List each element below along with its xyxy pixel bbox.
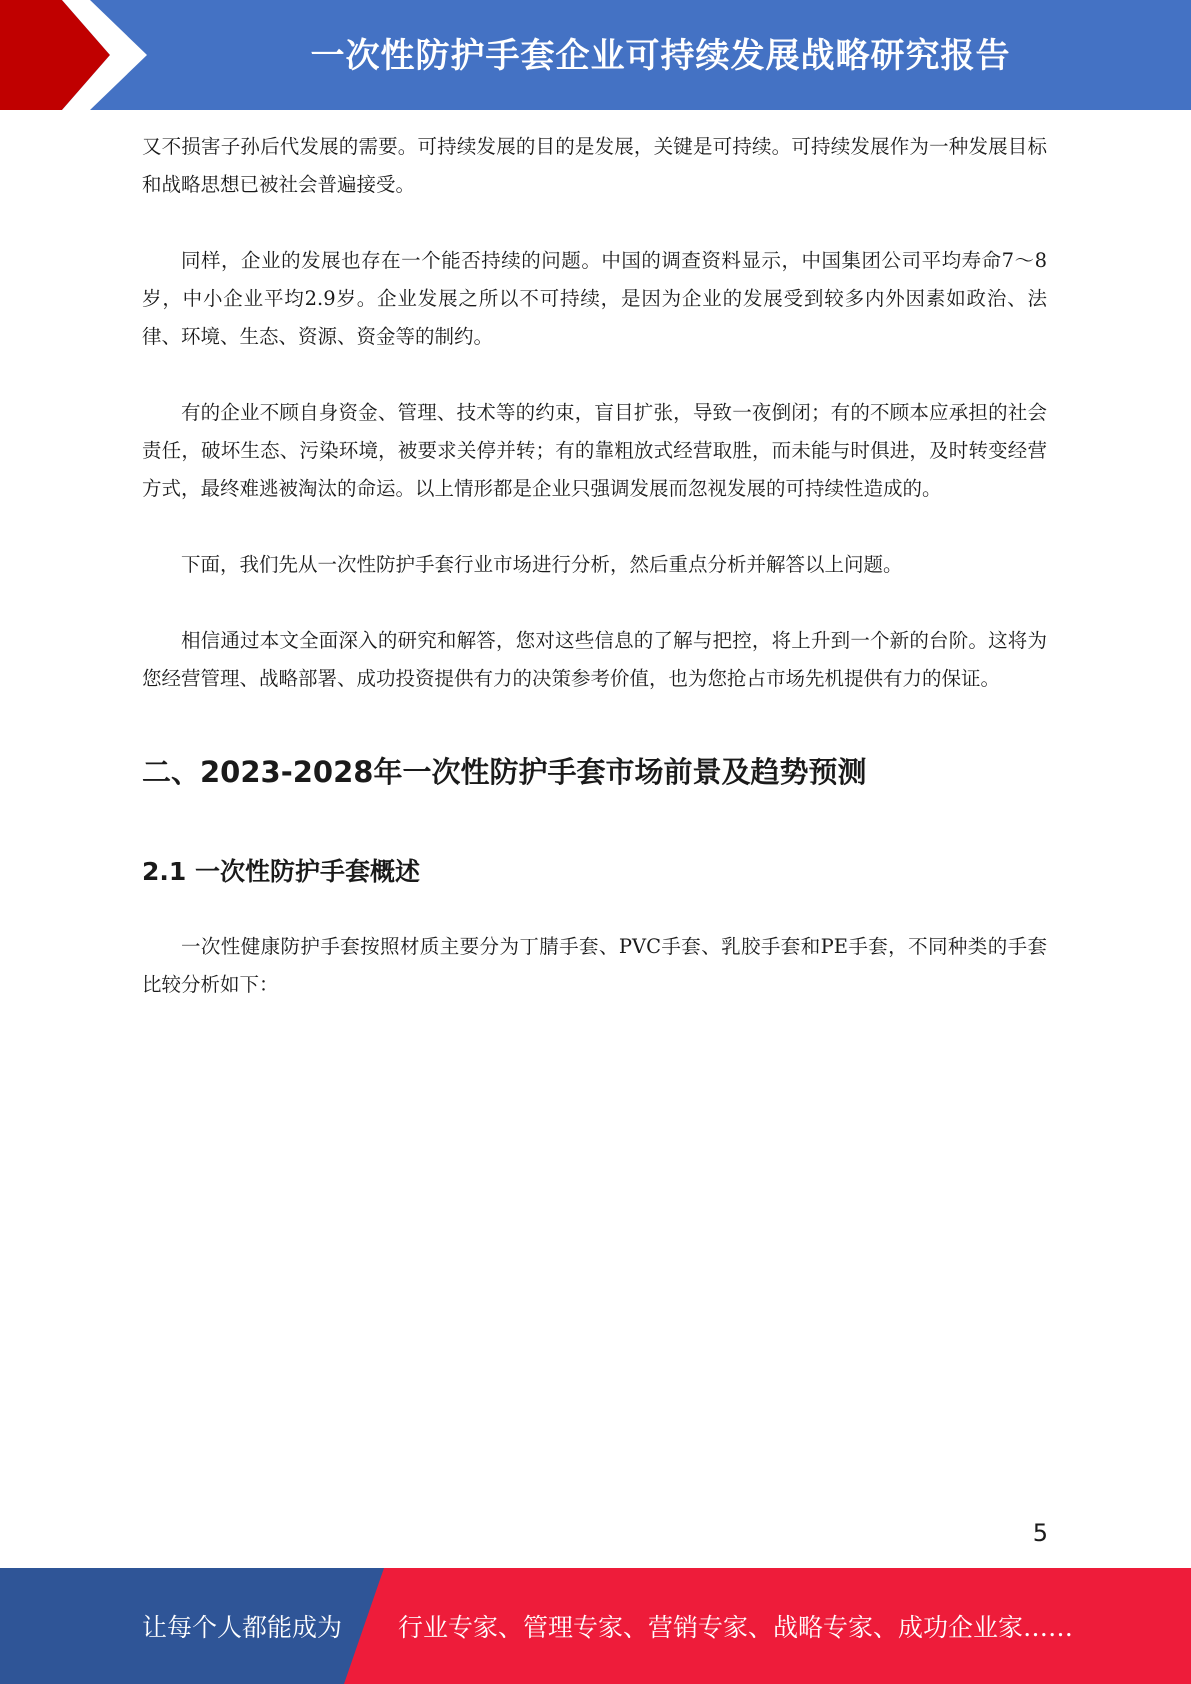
section-heading: 二、2023-2028年一次性防护手套市场前景及趋势预测 — [142, 755, 867, 789]
page-content — [142, 128, 1047, 1042]
footer-slogan-right: 行业专家、管理专家、营销专家、战略专家、成功企业家…… — [398, 1613, 1074, 1642]
paragraph-5: 相信通过本文全面深入的研究和解答，您对这些信息的了解与把控，将上升到一个新的台阶。这将为您经营管理、战略部署、成功投资提供有力的决策参考价值，也为您抢占市场先机提供有力的保证。 — [142, 629, 1047, 690]
paragraph-4: 下面，我们先从一次性防护手套行业市场进行分析，然后重点分析并解答以上问题。 — [181, 553, 903, 576]
footer-banner — [0, 1568, 1191, 1684]
page-number: 5 — [1032, 1519, 1048, 1547]
subsection-paragraph: 一次性健康防护手套按照材质主要分为丁腈手套、PVC手套、乳胶手套和PE手套，不同种类的手套比较分析如下： — [142, 935, 1047, 996]
report-title: 一次性防护手套企业可持续发展战略研究报告 — [310, 36, 1011, 76]
paragraph-2: 同样，企业的发展也存在一个能否持续的问题。中国的调查资料显示，中国集团公司平均寿命7～8岁，中小企业平均2.9岁。企业发展之所以不可持续，是因为企业的发展受到较多内外因素如政治、法律、环境、生态、资源、资金等的制约。 — [142, 249, 1047, 348]
chevron-arrow-icon — [0, 0, 160, 110]
paragraph-1: 又不损害子孙后代发展的需要。可持续发展的目的是发展，关键是可持续。可持续发展作为一种发展目标和战略思想已被社会普遍接受。 — [142, 135, 1047, 196]
footer-slogan-left: 让每个人都能成为 — [142, 1613, 343, 1642]
subsection-heading: 2.1 一次性防护手套概述 — [142, 857, 420, 886]
header-banner — [0, 0, 1191, 110]
paragraph-3: 有的企业不顾自身资金、管理、技术等的约束，盲目扩张，导致一夜倒闭；有的不顾本应承担的社会责任，破坏生态、污染环境，被要求关停并转；有的靠粗放式经营取胜，而未能与时俱进，及时转变经营方式，最终难逃被淘汰的命运。以上情形都是企业只强调发展而忽视发展的可持续性造成的。 — [142, 401, 1047, 500]
